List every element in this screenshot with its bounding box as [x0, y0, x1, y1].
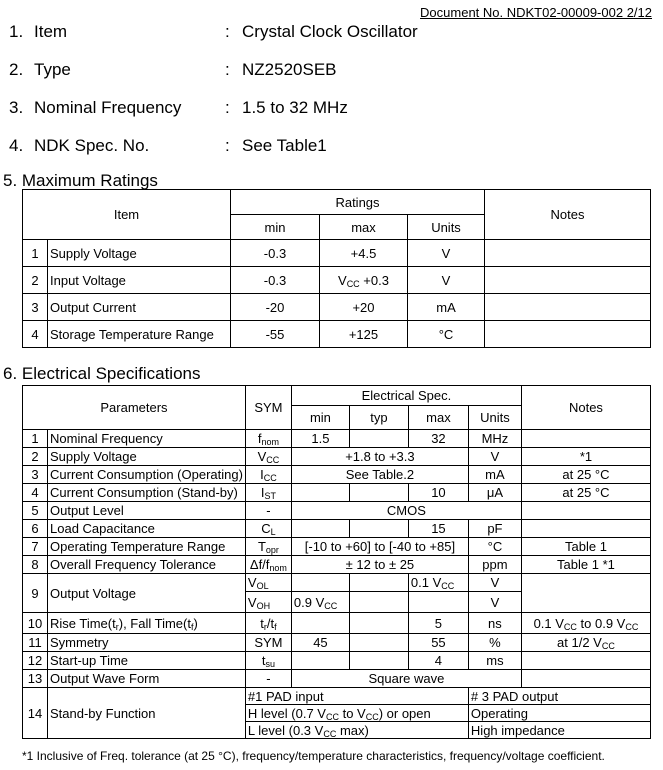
row-number: 10 [23, 613, 48, 634]
table-row [23, 538, 651, 556]
table-row [23, 652, 651, 670]
item-colon: : [225, 98, 230, 117]
document-number: Document No. NDKT02-00009-002 2/12 [420, 5, 652, 20]
row-units: % [468, 634, 521, 652]
row-typ [349, 592, 408, 613]
row-range: +1.8 to +3.3 [291, 448, 468, 466]
col-header-max: max [320, 215, 408, 240]
row-range: CMOS [291, 502, 521, 520]
row-units: °C [468, 538, 521, 556]
row-typ [349, 574, 408, 592]
row-units: V [468, 448, 521, 466]
row-min [291, 484, 349, 502]
row-item: Storage Temperature Range [48, 321, 231, 348]
row-max: 55 [408, 634, 468, 652]
row-min: -0.3 [231, 240, 320, 267]
row-min: 45 [291, 634, 349, 652]
row-number: 14 [23, 688, 48, 739]
row-range: [-10 to +60] to [-40 to +85] [291, 538, 468, 556]
section-title-max-ratings: 5. Maximum Ratings [3, 171, 158, 190]
item-number: 2. [9, 60, 24, 79]
table-row [23, 240, 651, 267]
table-row [23, 502, 651, 520]
row-number: 1 [23, 240, 48, 267]
row-sym: $\Delta f/f_{nom}$ [245, 556, 291, 574]
row-sym: $V_{OL}$ [245, 574, 291, 592]
header-item-3 [9, 98, 348, 118]
row-number: 2 [23, 267, 48, 294]
item-number: 3. [9, 98, 24, 117]
header-item-4 [9, 136, 327, 156]
row-min: -20 [231, 294, 320, 321]
item-label: Type [34, 60, 71, 79]
row-min [291, 652, 349, 670]
table-row [23, 634, 651, 652]
row-param: Symmetry [48, 634, 246, 652]
row-number: 9 [23, 574, 48, 613]
row-sym: $C_L$ [245, 520, 291, 538]
row-notes [485, 294, 651, 321]
row-units: ns [468, 613, 521, 634]
row-typ [349, 430, 408, 448]
row-item: Input Voltage [48, 267, 231, 294]
standby-pad-input: #1 PAD input [245, 688, 468, 705]
item-value: See Table1 [242, 136, 327, 155]
row-notes: *1 [521, 448, 650, 466]
header-item-2 [9, 60, 337, 80]
row-number: 3 [23, 466, 48, 484]
item-colon: : [225, 136, 230, 155]
row-range: ± 12 to ± 25 [291, 556, 468, 574]
row-notes: at 25 °C [521, 484, 650, 502]
row-notes: Table 1 *1 [521, 556, 650, 574]
col-header-min: min [231, 215, 320, 240]
row-item: Output Current [48, 294, 231, 321]
item-colon: : [225, 22, 230, 41]
standby-h-level: H level (0.7 $V_{CC}$ to $V_{CC}$) or open [245, 705, 468, 722]
row-notes [521, 502, 650, 520]
row-param: Nominal Frequency [48, 430, 246, 448]
col-header-min: min [291, 406, 349, 430]
row-units: V [468, 592, 521, 613]
row-max: +125 [320, 321, 408, 348]
table-row [23, 294, 651, 321]
row-min: 1.5 [291, 430, 349, 448]
item-value: NZ2520SEB [242, 60, 337, 79]
item-label: Nominal Frequency [34, 98, 182, 117]
col-header-units: Units [408, 215, 485, 240]
table-row [23, 613, 651, 634]
row-max: +4.5 [320, 240, 408, 267]
row-number: 12 [23, 652, 48, 670]
row-sym: - [245, 502, 291, 520]
table-row [23, 574, 651, 592]
col-header-notes: Notes [485, 190, 651, 240]
row-max: 15 [408, 520, 468, 538]
row-typ [349, 484, 408, 502]
footnote: *1 Inclusive of Freq. tolerance (at 25 °C), frequency/temperature characteristics, frequency/voltage coefficient. [22, 749, 605, 763]
row-number: 8 [23, 556, 48, 574]
row-sym: $t_{su}$ [245, 652, 291, 670]
row-param: Current Consumption (Stand-by) [48, 484, 246, 502]
item-value: Crystal Clock Oscillator [242, 22, 418, 41]
row-notes [485, 267, 651, 294]
row-number: 3 [23, 294, 48, 321]
item-number: 4. [9, 136, 24, 155]
row-units: ppm [468, 556, 521, 574]
row-number: 11 [23, 634, 48, 652]
row-number: 4 [23, 321, 48, 348]
row-param: Stand-by Function [48, 688, 246, 739]
row-param: Output Voltage [48, 574, 246, 613]
row-range: Square wave [291, 670, 521, 688]
col-header-ratings: Ratings [231, 190, 485, 215]
table-row [23, 484, 651, 502]
row-sym: $I_{ST}$ [245, 484, 291, 502]
row-notes [521, 520, 650, 538]
row-sym: $I_{CC}$ [245, 466, 291, 484]
row-max: 4 [408, 652, 468, 670]
table-row [23, 520, 651, 538]
standby-h-state: Operating [468, 705, 650, 722]
row-number: 4 [23, 484, 48, 502]
row-notes [521, 430, 650, 448]
row-max: 10 [408, 484, 468, 502]
row-param: Rise $Time(t_r)$, Fall $Time(t_f)$ [48, 613, 246, 634]
row-sym: $V_{OH}$ [245, 592, 291, 613]
row-notes: Table 1 [521, 538, 650, 556]
row-units: °C [408, 321, 485, 348]
max-ratings-table [22, 189, 651, 348]
row-max: +20 [320, 294, 408, 321]
row-notes [521, 574, 650, 613]
row-min [291, 520, 349, 538]
col-header-max: max [408, 406, 468, 430]
row-notes [521, 670, 650, 688]
row-units: MHz [468, 430, 521, 448]
row-units: ms [468, 652, 521, 670]
row-min [291, 574, 349, 592]
row-sym: - [245, 670, 291, 688]
row-notes: at 25 °C [521, 466, 650, 484]
col-header-typ: typ [349, 406, 408, 430]
row-max: 5 [408, 613, 468, 634]
table-row [23, 556, 651, 574]
row-units: mA [468, 466, 521, 484]
col-header-parameters: Parameters [23, 386, 246, 430]
row-max: 32 [408, 430, 468, 448]
col-header-notes: Notes [521, 386, 650, 430]
electrical-spec-table [22, 385, 651, 739]
row-units: μA [468, 484, 521, 502]
row-sym: SYM [245, 634, 291, 652]
section-title-electrical: 6. Electrical Specifications [3, 364, 201, 383]
row-number: 2 [23, 448, 48, 466]
row-sym: $V_{CC}$ [245, 448, 291, 466]
row-range: See Table.2 [291, 466, 468, 484]
table-row [23, 448, 651, 466]
row-param: Output Wave Form [48, 670, 246, 688]
standby-l-state: High impedance [468, 722, 650, 739]
row-number: 1 [23, 430, 48, 448]
item-label: NDK Spec. No. [34, 136, 150, 155]
row-notes: 0.1 $V_{CC}$ to 0.9 $V_{CC}$ [521, 613, 650, 634]
row-notes [521, 652, 650, 670]
row-param: Load Capacitance [48, 520, 246, 538]
row-sym: $T_{opr}$ [245, 538, 291, 556]
row-param: Overall Frequency Tolerance [48, 556, 246, 574]
col-header-units: Units [468, 406, 521, 430]
row-number: 13 [23, 670, 48, 688]
item-number: 1. [9, 22, 24, 41]
row-min [291, 613, 349, 634]
col-header-sym: SYM [245, 386, 291, 430]
row-max [408, 592, 468, 613]
row-number: 6 [23, 520, 48, 538]
row-item: Supply Voltage [48, 240, 231, 267]
col-header-spec: Electrical Spec. [291, 386, 521, 406]
row-min: 0.9 $V_{CC}$ [291, 592, 349, 613]
row-min: -0.3 [231, 267, 320, 294]
standby-l-level: L level (0.3 $V_{CC}$ max) [245, 722, 468, 739]
row-param: Supply Voltage [48, 448, 246, 466]
row-notes: at 1/2 $V_{CC}$ [521, 634, 650, 652]
row-units: V [408, 267, 485, 294]
row-typ [349, 652, 408, 670]
row-units: V [468, 574, 521, 592]
row-sym: $t_r/t_f$ [245, 613, 291, 634]
row-units: pF [468, 520, 521, 538]
row-min: -55 [231, 321, 320, 348]
row-typ [349, 613, 408, 634]
table-row [23, 321, 651, 348]
row-units: V [408, 240, 485, 267]
row-notes [485, 321, 651, 348]
row-number: 7 [23, 538, 48, 556]
row-param: Start-up Time [48, 652, 246, 670]
row-param: Current Consumption (Operating) [48, 466, 246, 484]
row-units: mA [408, 294, 485, 321]
row-notes [485, 240, 651, 267]
row-max: $V_{CC} +0.3$ [320, 267, 408, 294]
row-typ [349, 634, 408, 652]
item-label: Item [34, 22, 68, 41]
item-colon: : [225, 60, 230, 79]
header-item-1 [9, 22, 418, 42]
col-header-item: Item [23, 190, 231, 240]
row-param: Operating Temperature Range [48, 538, 246, 556]
row-typ [349, 520, 408, 538]
row-sym: $f_{nom}$ [245, 430, 291, 448]
table-row [23, 670, 651, 688]
table-row [23, 688, 651, 705]
row-number: 5 [23, 502, 48, 520]
item-value: 1.5 to 32 MHz [242, 98, 348, 117]
row-max: 0.1 $V_{CC}$ [408, 574, 468, 592]
table-row [23, 466, 651, 484]
table-row [23, 267, 651, 294]
standby-pad-output: # 3 PAD output [468, 688, 650, 705]
row-param: Output Level [48, 502, 246, 520]
table-row [23, 430, 651, 448]
